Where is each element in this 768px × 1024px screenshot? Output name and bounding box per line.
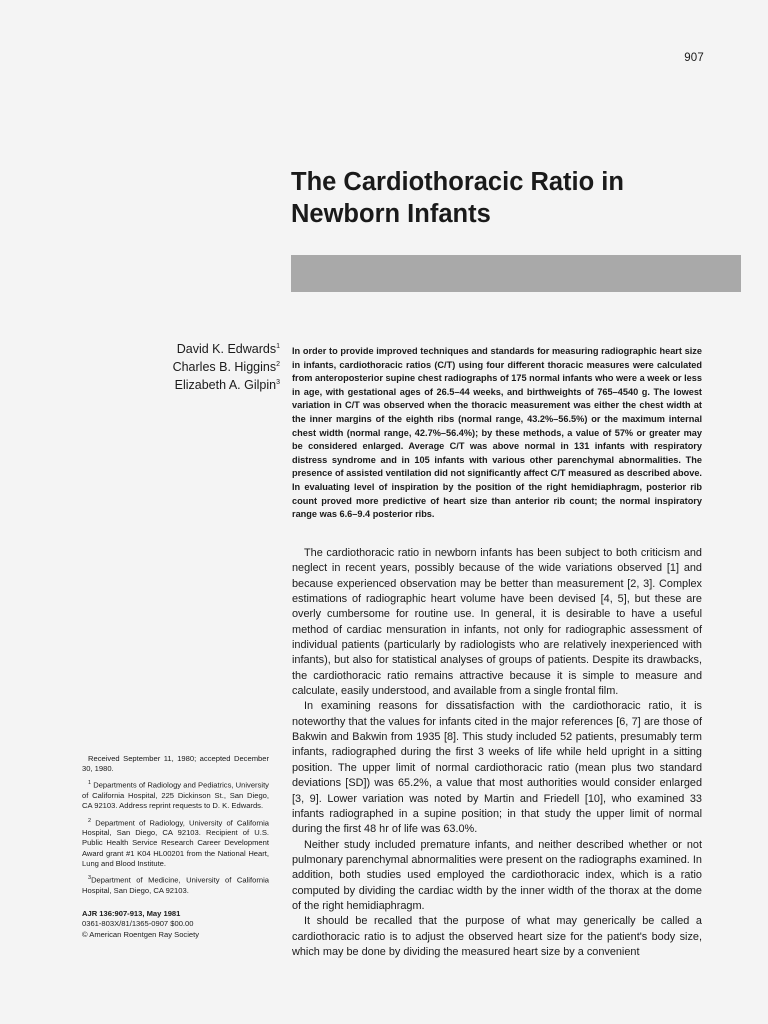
author bbox=[110, 357, 280, 375]
title-gray-band bbox=[291, 255, 741, 292]
author-list bbox=[110, 339, 280, 393]
affiliation-marker: 2 bbox=[88, 817, 92, 824]
affiliation-text: Department of Medicine, University of California Hospital, San Diego, CA 92103. bbox=[82, 875, 269, 895]
author-affiliation-marker: 3 bbox=[276, 379, 280, 387]
affiliation-text: Department of Radiology, University of California Hospital, San Diego, CA 92103. Recipient of U.S. Public Health Service Research Career Development Award grant #1 K04 HL00201 from the National Heart, Lung and Blood Institute. bbox=[82, 818, 269, 868]
affiliation-note bbox=[82, 778, 269, 811]
journal-citation: AJR 136:907-913, May 1981 bbox=[82, 909, 181, 918]
author bbox=[110, 375, 280, 393]
copyright-notice: © American Roentgen Ray Society bbox=[82, 929, 200, 939]
affiliation-marker: 1 bbox=[88, 780, 92, 787]
citation-block bbox=[82, 909, 282, 940]
article-title: The Cardiothoracic Ratio in Newborn Infants bbox=[291, 168, 624, 228]
affiliation-marker: 3 bbox=[88, 875, 92, 882]
article-code: 0361-803X/81/1365-0907 $00.00 bbox=[82, 919, 194, 929]
author-affiliation-marker: 2 bbox=[276, 361, 280, 369]
affiliation-text: Departments of Radiology and Pediatrics, University of California Hospital, 225 Dickinson St., San Diego, CA 92103. Address reprint requests to D. K. Edwards. bbox=[82, 780, 269, 811]
author-affiliation-marker: 1 bbox=[276, 343, 280, 350]
body-paragraph: Neither study included premature infants, and neither described whether or not pulmonary parenchymal abnormalities were present on the radiographs examined. In addition, both studies used employed the cardiothoracic index, which is a ratio computed by dividing the cardiac width by the inner width of the thorax at the dome of the right hemidiaphragm. bbox=[292, 838, 702, 912]
author-name: David K. Edwards bbox=[176, 342, 277, 357]
received-date-note: Received September 11, 1980; accepted December 30, 1980. bbox=[82, 754, 269, 774]
article-body bbox=[292, 546, 702, 960]
author bbox=[110, 339, 280, 357]
affiliation-note bbox=[82, 816, 269, 870]
page-number: 907 bbox=[684, 52, 704, 64]
body-paragraph: It should be recalled that the purpose of what may generically be called a cardiothoracic ratio is to adjust the observed heart size for the patient's body size, which may be done by dividing the measured heart size by a convenient bbox=[292, 915, 702, 958]
footnotes bbox=[82, 754, 269, 900]
body-paragraph: In examining reasons for dissatisfaction with the cardiothoracic ratio, it is noteworthy that the values for infants cited in the major references [6, 7] are those of Bakwin and Bakwin from 1935 [8]. This study included 52 patients, presumably term infants, radiographed during the first 3 weeks of life while held upright in a sitting position. The upper limit of normal cardiothoracic ratio (mean plus two standard deviations [SD]) was 65.2%, a value that most authorities would consider enlarged [3, 9]. Lower variation was noted by Martin and Friedell [10], who examined 33 infants radiographed in a supine position; in that study the upper limit of normal during the first 48 hr of life was 63.0%. bbox=[292, 700, 702, 836]
author-name: Elizabeth A. Gilpin bbox=[174, 378, 277, 393]
abstract: In order to provide improved techniques and standards for measuring radiographic heart size in infants, cardiothoracic ratios (C/T) using four different thoracic measures were calculated from anteroposterior supine chest radiographs of 175 normal infants who were a week or less in age, with gestational ages of 26.5–44 weeks, and birthweights of 765–4540 g. The lowest variation in C/T was observed when the thoracic measurement was either the chest width at the inner margins of the eighth ribs (normal range, 43.2%–56.5%) or the maximum internal chest width (normal range, 42.7%–56.4%); by these methods, a value of 57% or greater may be considered enlarged. Average C/T was above normal in 131 infants with respiratory distress syndrome and in 105 infants with various other parenchymal abnormalities. The presence of assisted ventilation did not significantly affect C/T measured as described above. In evaluating level of inspiration by the position of the right hemidiaphragm, posterior rib count proved more predictive of heart size than anterior rib count; the normal inspiratory range was 6.6–9.4 posterior ribs. bbox=[292, 346, 702, 520]
affiliation-note bbox=[82, 873, 269, 896]
body-paragraph: The cardiothoracic ratio in newborn infants has been subject to both criticism and neglect in recent years, possibly because of the wide variations observed [1] and because experienced observation may be better than measurement [2, 3]. Complex estimations of radiographic heart volume have been devised [4, 5], but these are overly cumbersome for routine use. In general, it is desirable to have a useful method of cardiac mensuration in infants, not only for radiographic assessment of individual patients (particularly by radiologists who are relatively inexperienced with infants), but also for statistical analyses of groups of patients. Despite its drawbacks, the cardiothoracic ratio remains attractive because it is simple to measure and calculate, easily understood, and available from a single frontal film. bbox=[292, 547, 702, 698]
author-name: Charles B. Higgins bbox=[172, 360, 277, 375]
